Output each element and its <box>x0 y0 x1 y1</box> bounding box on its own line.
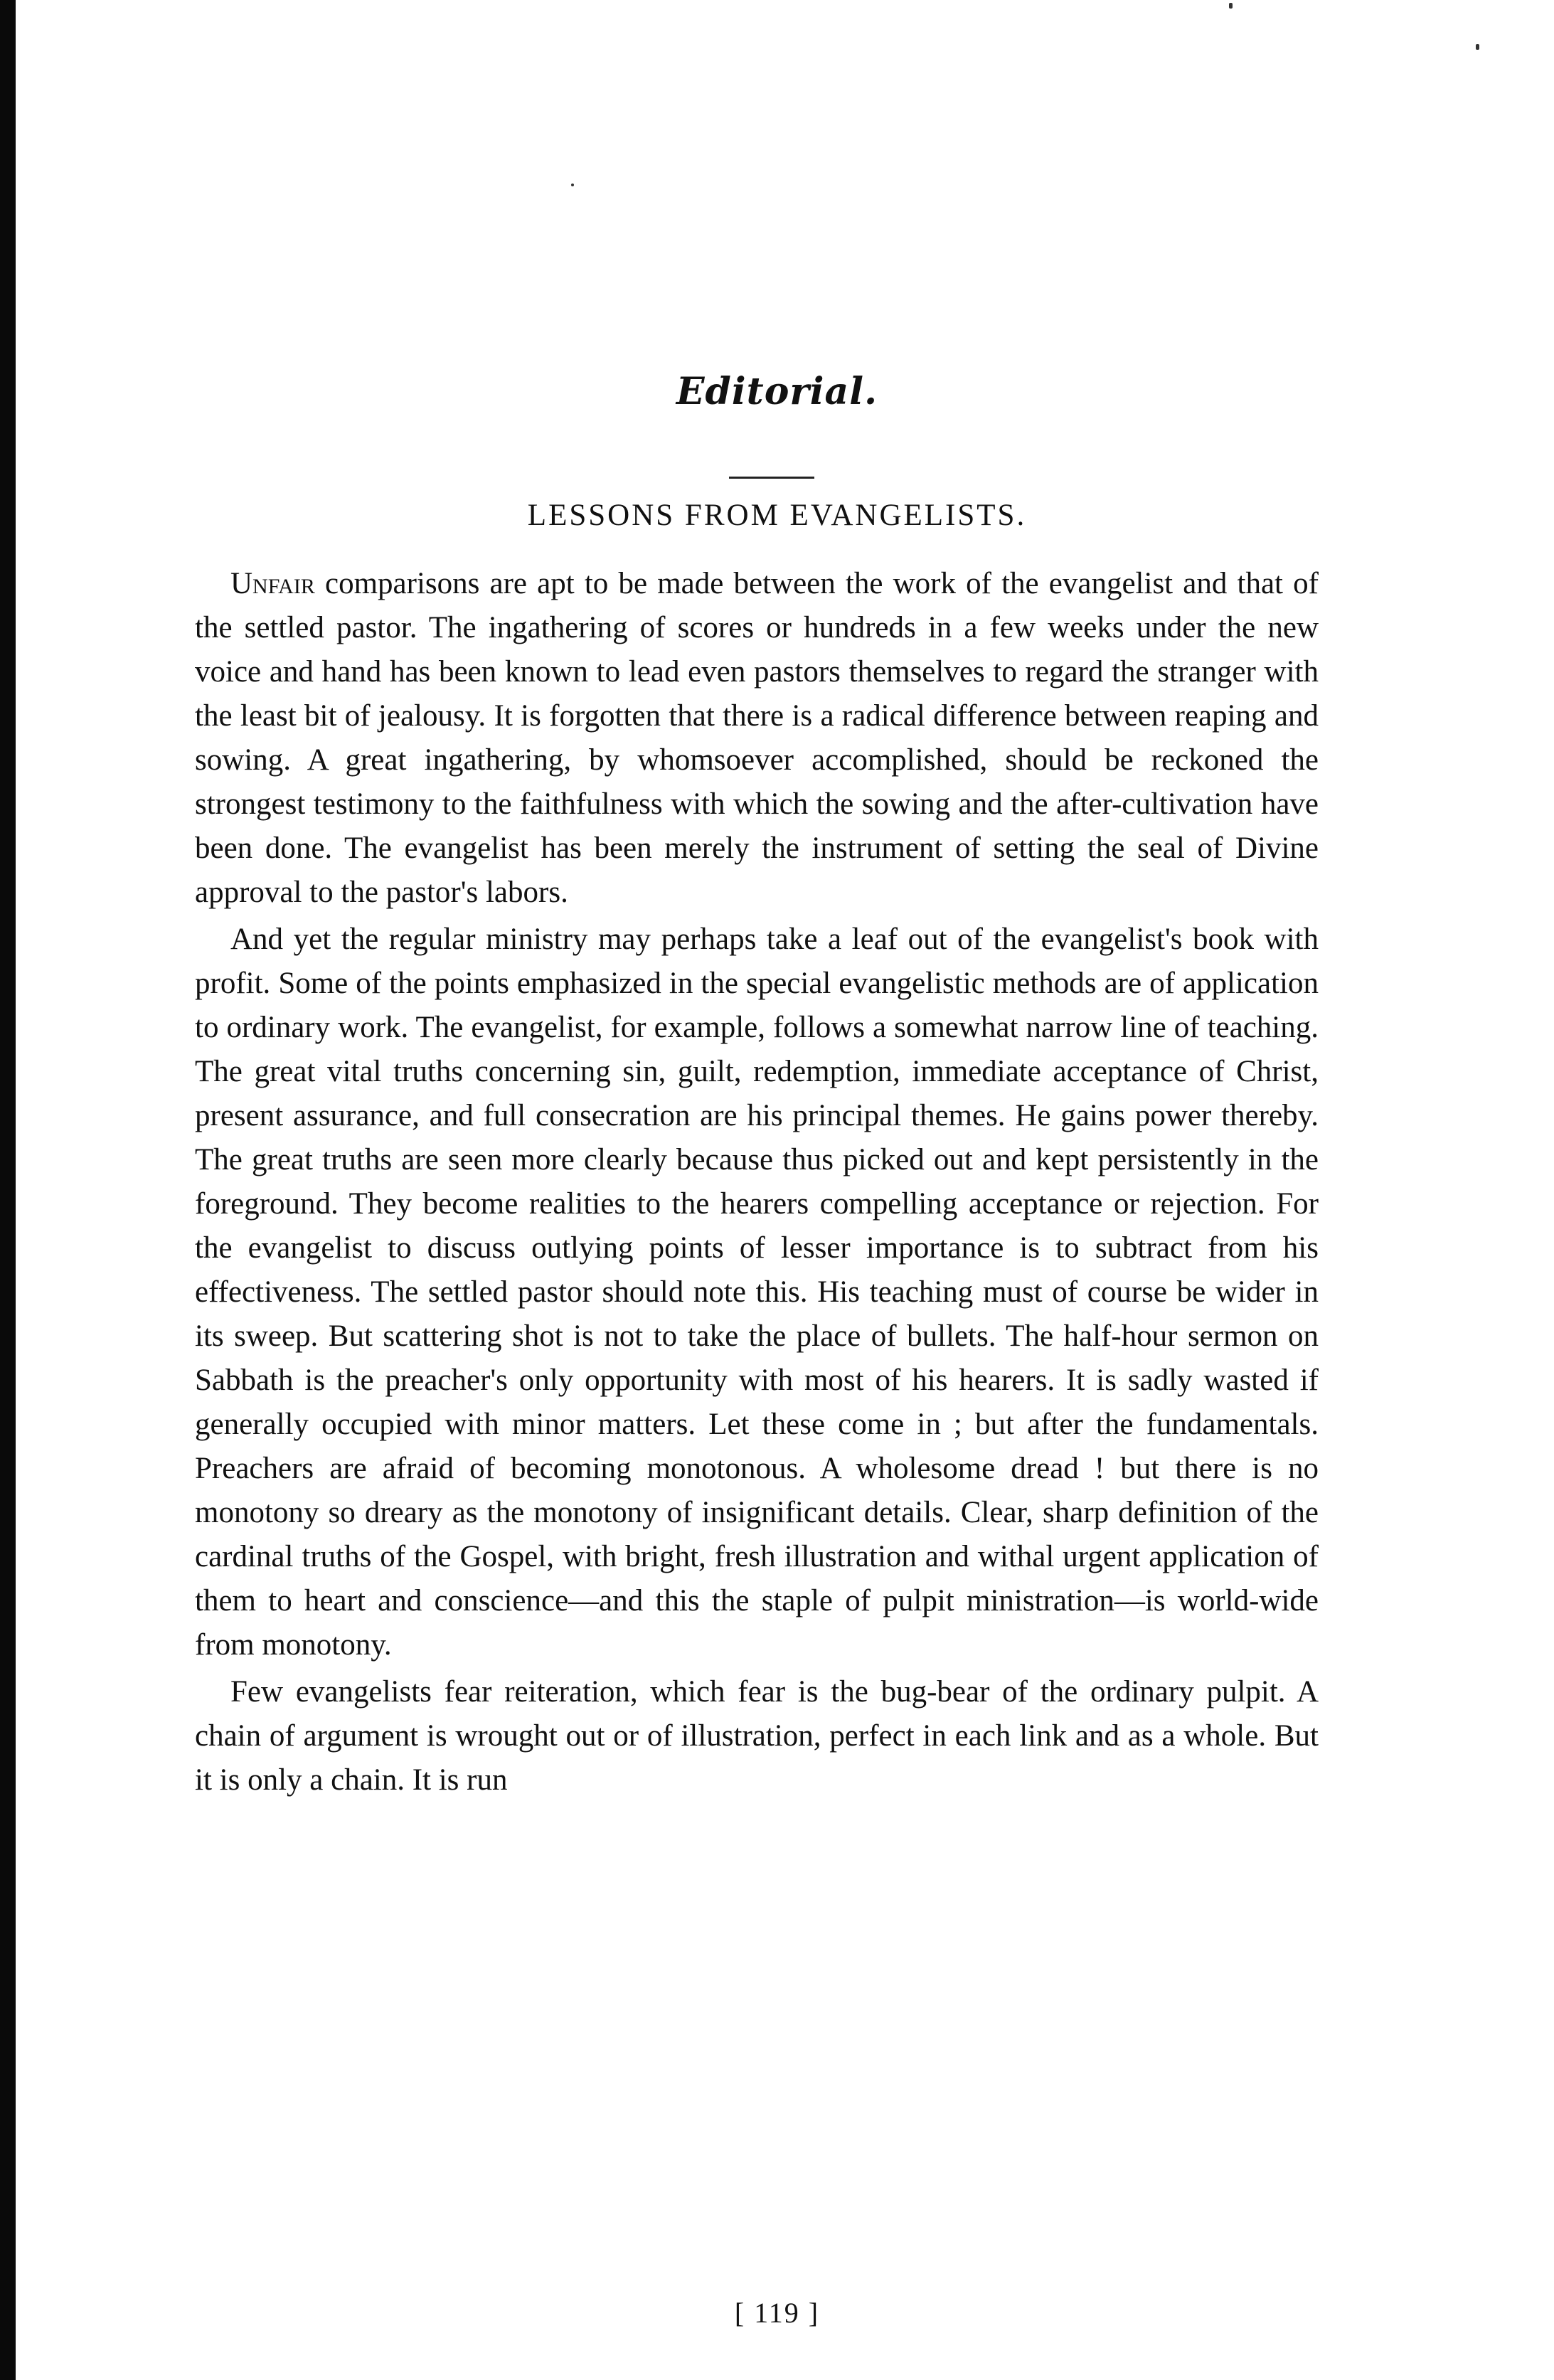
page-binding-edge <box>0 0 16 2380</box>
page-speck <box>1476 44 1479 50</box>
paragraph-1 <box>195 562 1319 915</box>
paragraph-text: comparisons are apt to be made between the work of the evangelist and that of the settled pastor. The ingathering of scores or hundreds in a few weeks under the new voice and hand has been known to lead even pastors themselves to regard the stranger with the least bit of jealousy. It is forgotten that there is a radical difference between reaping and sowing. A great ingathering, by whomsoever accomplished, should be reckoned the strongest testimony to the faithfulness with which the sowing and the after-cultivation have been done. The evangelist has been merely the instrument of setting the seal of Divine approval to the pastor's labors. <box>195 567 1319 909</box>
article-title: LESSONS FROM EVANGELISTS. <box>527 499 1027 532</box>
paragraph-lead: Unfair <box>230 567 315 600</box>
page-speck <box>571 184 574 186</box>
page-speck <box>1229 3 1233 9</box>
paragraph-3 <box>195 1670 1319 1802</box>
section-heading: Editorial. <box>676 370 878 413</box>
paragraph-text: Few evangelists fear reiteration, which fear is the bug-bear of the ordinary pulpit. A chain of argument is wrought out or of illustration, perfect in each link and as a whole. But it is only a chain. It is run <box>195 1675 1319 1797</box>
article-body <box>195 562 1319 1802</box>
page-number: [ 119 ] <box>734 2297 820 2329</box>
paragraph-text: And yet the regular ministry may perhaps take a leaf out of the evangelist's book with profit. Some of the points emphasized in the special evangelistic methods are of application to ordinary work. The evangelist, for example, follows a somewhat narrow line of teaching. The great vital truths concerning sin, guilt, redemption, immediate acceptance of Christ, present assurance, and full consecration are his principal themes. He gains power thereby. The great truths are seen more clearly because thus picked out and kept persistently in the foreground. They become realities to the hearers compelling acceptance or rejection. For the evangelist to discuss outlying points of lesser importance is to subtract from his effectiveness. The settled pastor should note this. His teaching must of course be wider in its sweep. But scattering shot is not to take the place of bullets. The half-hour sermon on Sabbath is the preacher's only opportunity with most of his hearers. It is sadly wasted if generally occupied with minor matters. Let these come in ; but after the fundamentals. Preachers are afraid of becoming monotonous. A wholesome dread ! but there is no monotony so dreary as the monotony of insignificant details. Clear, sharp definition of the cardinal truths of the Gospel, with bright, fresh illustration and withal urgent application of them to heart and conscience—and this the staple of pulpit ministration—is world-wide from monotony. <box>195 923 1319 1662</box>
heading-rule <box>729 477 814 479</box>
paragraph-2 <box>195 918 1319 1667</box>
